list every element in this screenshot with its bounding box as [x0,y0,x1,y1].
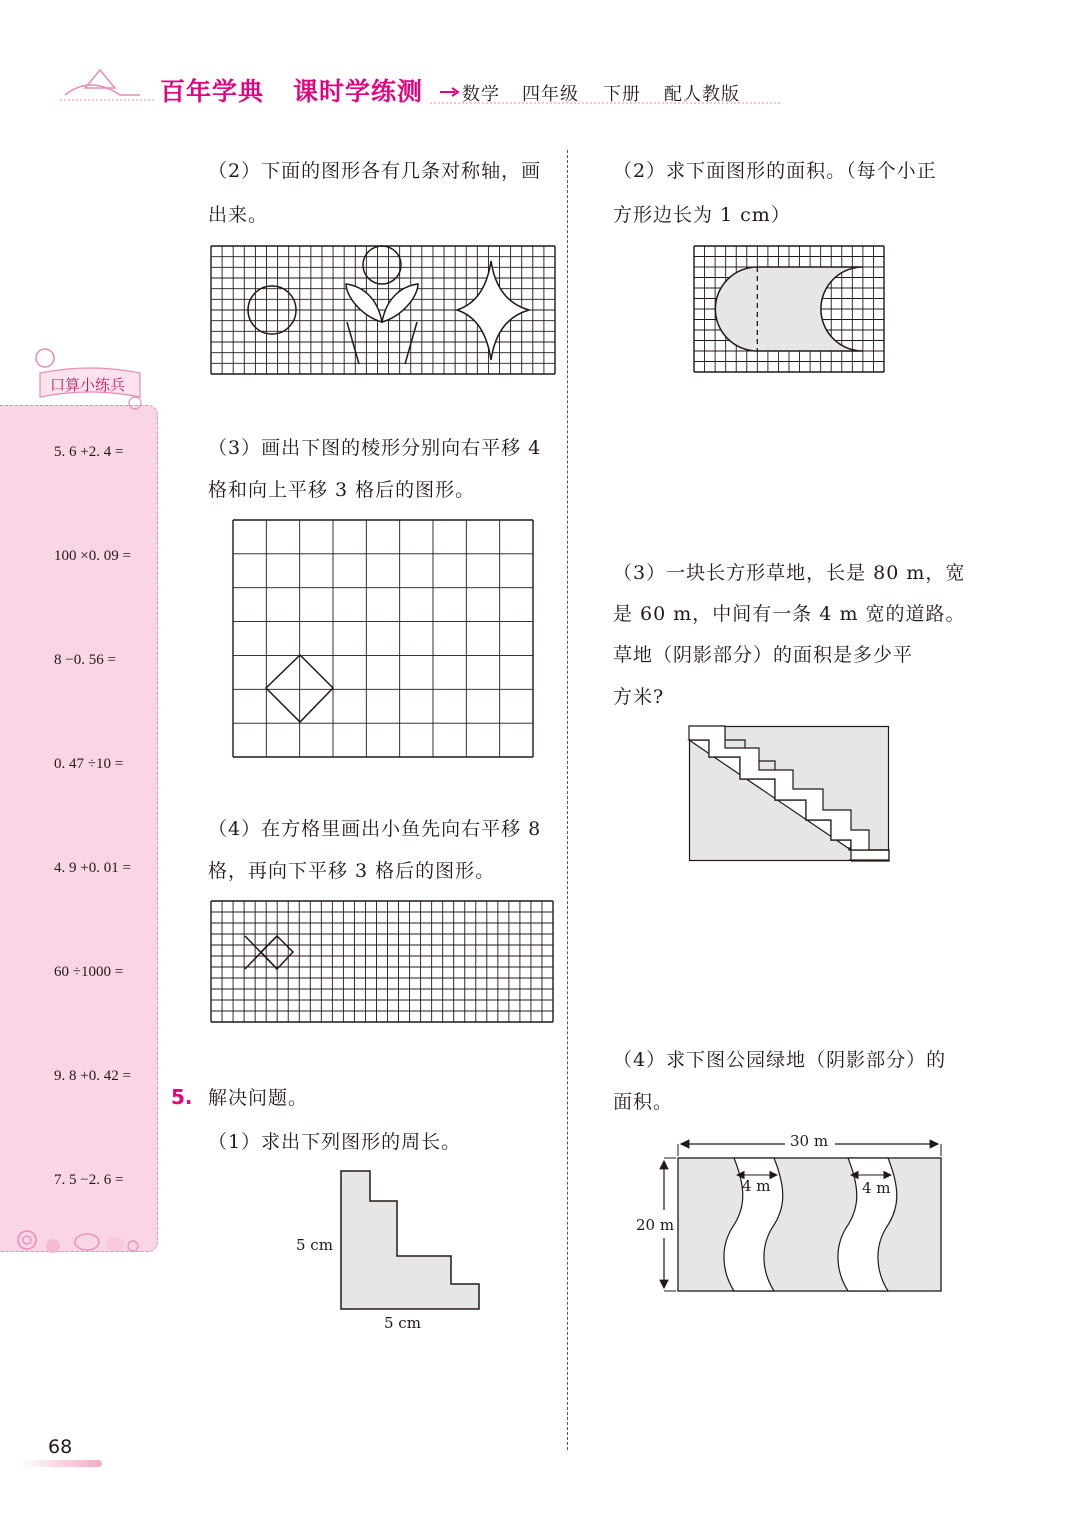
header-brand: 百年学典 [160,77,265,106]
road-width-label-1: 4 m [742,1177,771,1195]
park-height-label: 20 m [636,1216,675,1234]
question-2-text: （2）下面的图形各有几条对称轴，画 [208,160,542,182]
calc-item: 8 −0. 56 = [54,652,116,668]
calc-item: 0. 47 ÷10 = [54,756,124,772]
question-3-text: （3）画出下图的棱形分别向右平移 4 [208,437,542,459]
calc-item: 5. 6 +2. 4 = [54,444,124,460]
sidebar-panel [0,405,158,1252]
header-series: 课时学练测 [293,77,424,106]
translation-grid[interactable] [233,520,533,757]
road-width-label-2: 4 m [862,1179,891,1197]
park-green-area-figure [650,1130,950,1300]
grid-lines [233,520,533,757]
question-3-text-cont: 格和向上平移 3 格后的图形。 [208,479,476,501]
lawn-with-road-figure [689,726,889,862]
header-grade: 四年级 [522,84,579,105]
header-volume: 下册 [603,84,641,105]
question-4-text-cont: 格，再向下平移 3 格后的图形。 [208,860,496,882]
section-5-number: 5. [171,1085,193,1109]
perimeter-side-label: 5 cm [296,1236,333,1254]
area-grid [694,246,884,372]
fish-shape [245,936,293,969]
problem-3-text-cont-2: 草地（阴影部分）的面积是多少平 [613,644,914,666]
problem-3-text-cont-3: 方米? [613,686,665,708]
problem-1-text: （1）求出下列图形的周长。 [208,1131,462,1153]
header-edition: 配人教版 [664,84,740,105]
calc-item: 9. 8 +0. 42 = [54,1068,131,1084]
calc-item: 4. 9 +0. 01 = [54,860,131,876]
problem-2-text-cont: 方形边长为 1 cm） [613,204,791,226]
symmetry-grid[interactable] [211,246,555,374]
question-4-text: （4）在方格里画出小鱼先向右平移 8 [208,818,542,840]
page-number-bar [20,1460,102,1467]
header-subject: 数学 [462,84,500,105]
calc-item: 60 ÷1000 = [54,964,124,980]
column-divider [567,150,568,1450]
problem-3-text: （3）一块长方形草地，长是 80 m，宽 [613,562,966,584]
calc-item: 7. 5 −2. 6 = [54,1172,124,1188]
fish-grid[interactable] [211,901,553,1022]
problem-3-text-cont-1: 是 60 m，中间有一条 4 m 宽的道路。 [613,603,966,625]
grid-lines [211,901,553,1022]
sidebar-flower-decoration [15,1228,175,1268]
park-width-label: 30 m [790,1132,829,1150]
sidebar-title: 口算小练兵 [50,376,126,394]
calc-item: 100 ×0. 09 = [54,548,131,564]
problem-4-text-cont: 面积。 [613,1091,674,1113]
page-number: 68 [48,1436,73,1458]
problem-2-text: （2）求下面图形的面积。（每个小正 [613,160,937,182]
question-2-text-cont: 出来。 [208,204,269,226]
problem-4-text: （4）求下图公园绿地（阴影部分）的 [613,1049,947,1071]
section-5-title: 解决问题。 [208,1087,309,1109]
perimeter-bottom-label: 5 cm [384,1314,421,1332]
